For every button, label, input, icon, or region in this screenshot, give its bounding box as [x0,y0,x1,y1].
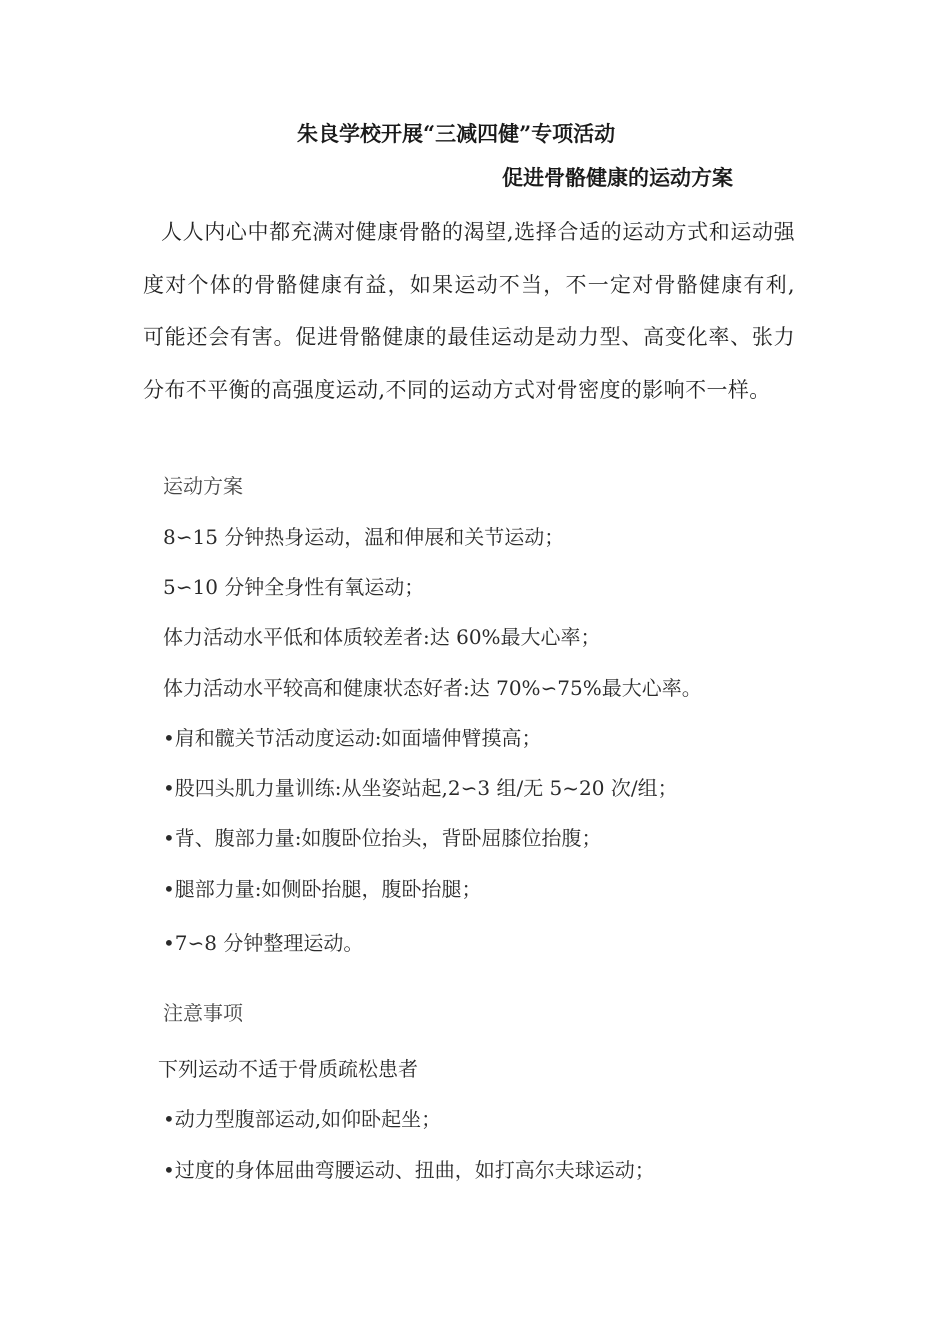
plan-item: 8∽15 分钟热身运动，温和伸展和关节运动； [163,525,565,549]
plan-item: •股四头肌力量训练:从坐姿站起,2∽3 组/无 5~20 次/组； [163,776,678,800]
plan-item: 体力活动水平较高和健康状态好者:达 70%∽75%最大心率。 [163,676,702,700]
document-subtitle: 促进骨骼健康的运动方案 [502,165,733,190]
notes-item: •动力型腹部运动,如仰卧起坐； [163,1107,442,1131]
plan-item: •肩和髋关节活动度运动:如面墙伸臂摸高； [163,726,542,750]
plan-heading: 运动方案 [163,474,243,498]
plan-item: 5∽10 分钟全身性有氧运动； [163,575,425,599]
notes-intro: 下列运动不适于骨质疏松患者 [158,1057,418,1081]
plan-item: •腿部力量:如侧卧抬腿，腹卧抬腿； [163,877,482,901]
document-title: 朱良学校开展“三减四健”专项活动 [297,121,616,146]
plan-item: •7∽8 分钟整理运动。 [163,931,364,955]
notes-item: •过度的身体屈曲弯腰运动、扭曲，如打高尔夫球运动； [163,1158,655,1182]
intro-paragraph: 人人内心中都充满对健康骨骼的渴望,选择合适的运动方式和运动强度对个体的骨骼健康有益，如果运动不当，不一定对骨骼健康有利, 可能还会有害。促进骨骼健康的最佳运动是动力型、高变化率、张力分布不平衡的高强度运动,不同的运动方式对骨密度的影响不一样。 [143,220,795,402]
notes-heading: 注意事项 [163,1001,243,1025]
plan-item: •背、腹部力量:如腹卧位抬头，背卧屈膝位抬腹； [163,826,602,850]
plan-item: 体力活动水平低和体质较差者:达 60%最大心率； [163,625,601,649]
